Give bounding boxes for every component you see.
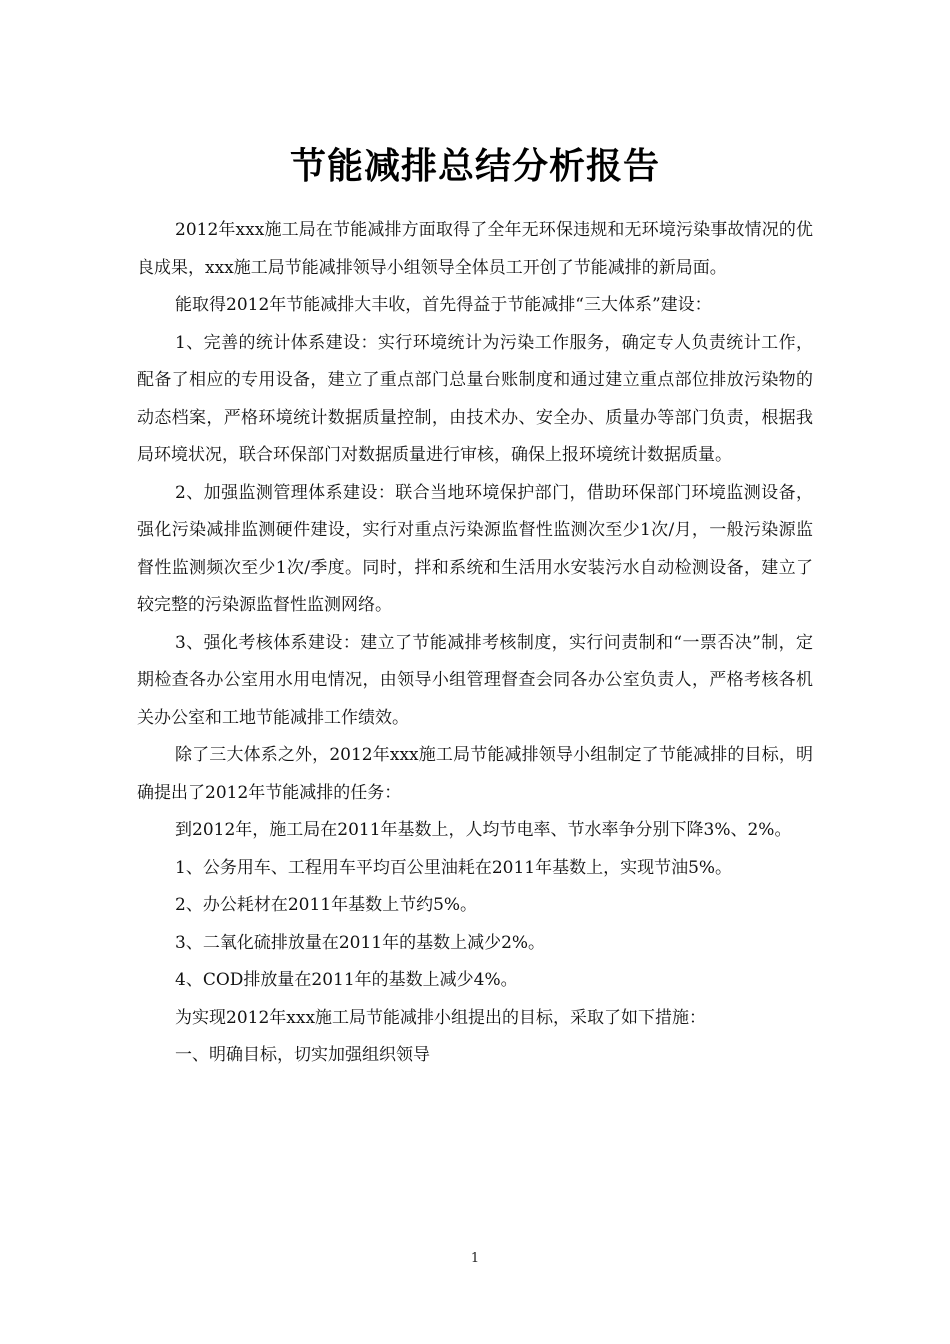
three-systems-paragraph: 能取得2012年节能减排大丰收，首先得益于节能减排“三大体系”建设： <box>175 295 712 315</box>
monitoring-system-paragraph: 2、加强监测管理体系建设：联合当地环境保护部门，借助环保部门环境监测设备，强化污染减排监测硬件建设，实行对重点污染源监督性监测次至少1次/月，一般污染源监督性监测频次至少1次/季度。同时，拌和系统和生活用水安装污水自动检测设备，建立了较完整的污染源监督性监测网络。 <box>137 482 813 615</box>
targets-intro-paragraph: 除了三大体系之外，2012年xxx施工局节能减排领导小组制定了节能减排的目标，明确提出了2012年节能减排的任务： <box>137 745 813 803</box>
document-body <box>137 212 813 1075</box>
assessment-system-paragraph: 3、强化考核体系建设：建立了节能减排考核制度，实行问责制和“一票否决”制，定期检查各办公室用水用电情况，由领导小组管理督查会同各办公室负责人，严格考核各机关办公室和工地节能减排工作绩效。 <box>137 632 813 728</box>
intro-paragraph: 2012年xxx施工局在节能减排方面取得了全年无环保违规和无环境污染事故情况的优良成果，xxx施工局节能减排领导小组领导全体员工开创了节能减排的新局面。 <box>137 220 813 278</box>
statistics-system-paragraph: 1、完善的统计体系建设：实行环境统计为污染工作服务，确定专人负责统计工作，配备了相应的专用设备，建立了重点部门总量台账制度和通过建立重点部位排放污染物的动态档案，严格环境统计数据质量控制，由技术办、安全办、质量办等部门负责，根据我局环境状况，联合环保部门对数据质量进行审核，确保上报环境统计数据质量。 <box>137 332 813 465</box>
page-title: 节能减排总结分析报告 <box>289 146 660 188</box>
measures-intro-paragraph: 为实现2012年xxx施工局节能减排小组提出的目标，采取了如下措施： <box>175 1007 707 1028</box>
sulfur-dioxide-target-paragraph: 3、二氧化硫排放量在2011年的基数上减少2%。 <box>175 932 546 953</box>
office-supplies-target-paragraph: 2、办公耗材在2011年基数上节约5%。 <box>175 895 478 915</box>
fuel-target-paragraph: 1、公务用车、工程用车平均百公里油耗在2011年基数上，实现节油5%。 <box>175 857 733 878</box>
section-heading-paragraph: 一、明确目标，切实加强组织领导 <box>175 1045 430 1065</box>
cod-target-paragraph: 4、COD排放量在2011年的基数上减少4%。 <box>175 970 518 990</box>
page-number: 1 <box>470 1251 480 1266</box>
power-water-target-paragraph: 到2012年，施工局在2011年基数上，人均节电率、节水率争分别下降3%、2%。 <box>175 820 792 840</box>
